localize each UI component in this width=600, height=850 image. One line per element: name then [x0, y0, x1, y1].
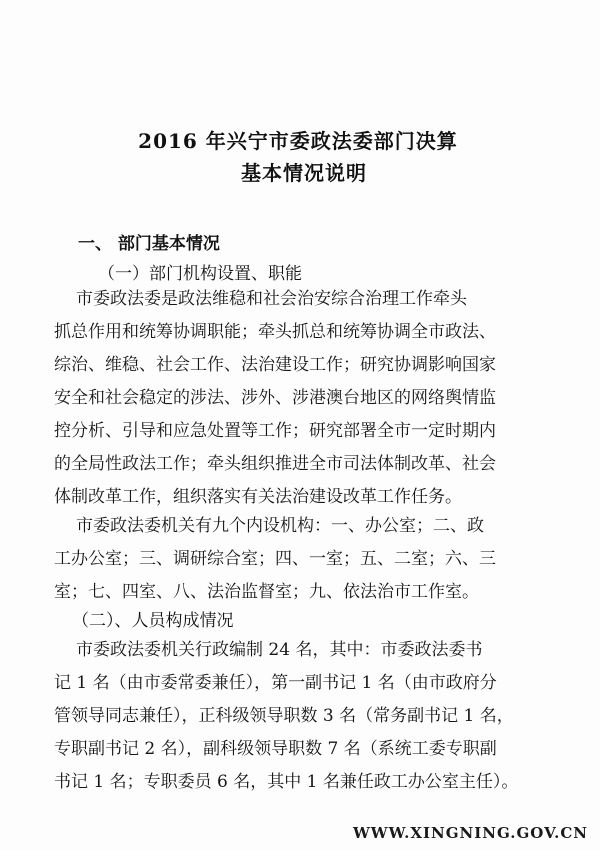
paragraph-line: 书记 1 名；专职委员 6 名，其中 1 名兼任政工办公室主任）。: [54, 772, 519, 792]
paragraph-functions: [54, 283, 576, 514]
paragraph-line: 专职副书记 2 名），副科级领导职数 7 名（系统工委专职副: [54, 739, 497, 759]
section-1-heading: 一、 部门基本情况: [78, 234, 220, 254]
paragraph-line: 工办公室；三、调研综合室；四、一室；五、二室；六、三: [54, 549, 496, 569]
paragraph-line: 市委政法委是政法维稳和社会治安综合治理工作牵头: [76, 289, 467, 309]
subsection-1-heading: （一）部门机构设置、职能: [98, 264, 302, 284]
paragraph-line: 记 1 名（由市委常委兼任），第一副书记 1 名（由市政府分: [54, 673, 497, 693]
paragraph-line: 安全和社会稳定的涉法、涉外、涉港澳台地区的网络舆情监: [54, 388, 496, 408]
paragraph-line: 的全局性政法工作；牵头组织推进全市司法体制改革、社会: [54, 454, 496, 474]
subsection-2-heading: （二）、人员构成情况: [72, 611, 234, 631]
paragraph-line: 综治、维稳、社会工作、法治建设工作；研究协调影响国家: [54, 355, 496, 375]
paragraph-line: 管领导同志兼任），正科级领导职数 3 名（常务副书记 1 名，: [54, 706, 514, 726]
paragraph-line: 体制改革工作，组织落实有关法治建设改革工作任务。: [54, 487, 462, 507]
paragraph-line: 室；七、四室、八、法治监督室；九、依法治市工作室。: [54, 582, 479, 602]
paragraph-internal-units: [54, 510, 576, 609]
paragraph-line: 抓总作用和统筹协调职能；牵头抓总和统筹协调全市政法、: [54, 322, 496, 342]
document-title-line-2: 基本情况说明: [241, 161, 367, 185]
paragraph-line: 控分析、引导和应急处置等工作；研究部署全市一定时期内: [54, 421, 496, 441]
paragraph-line: 市委政法委机关行政编制 24 名，其中：市委政法委书: [76, 640, 483, 660]
paragraph-staffing: [54, 634, 576, 799]
paragraph-line: 市委政法委机关有九个内设机构：一、办公室；二、政: [76, 516, 484, 536]
document-title-line-1: 2016 年兴宁市委政法委部门决算: [138, 129, 458, 153]
website-watermark: WWW.XINGNING.GOV.CN: [352, 824, 588, 842]
